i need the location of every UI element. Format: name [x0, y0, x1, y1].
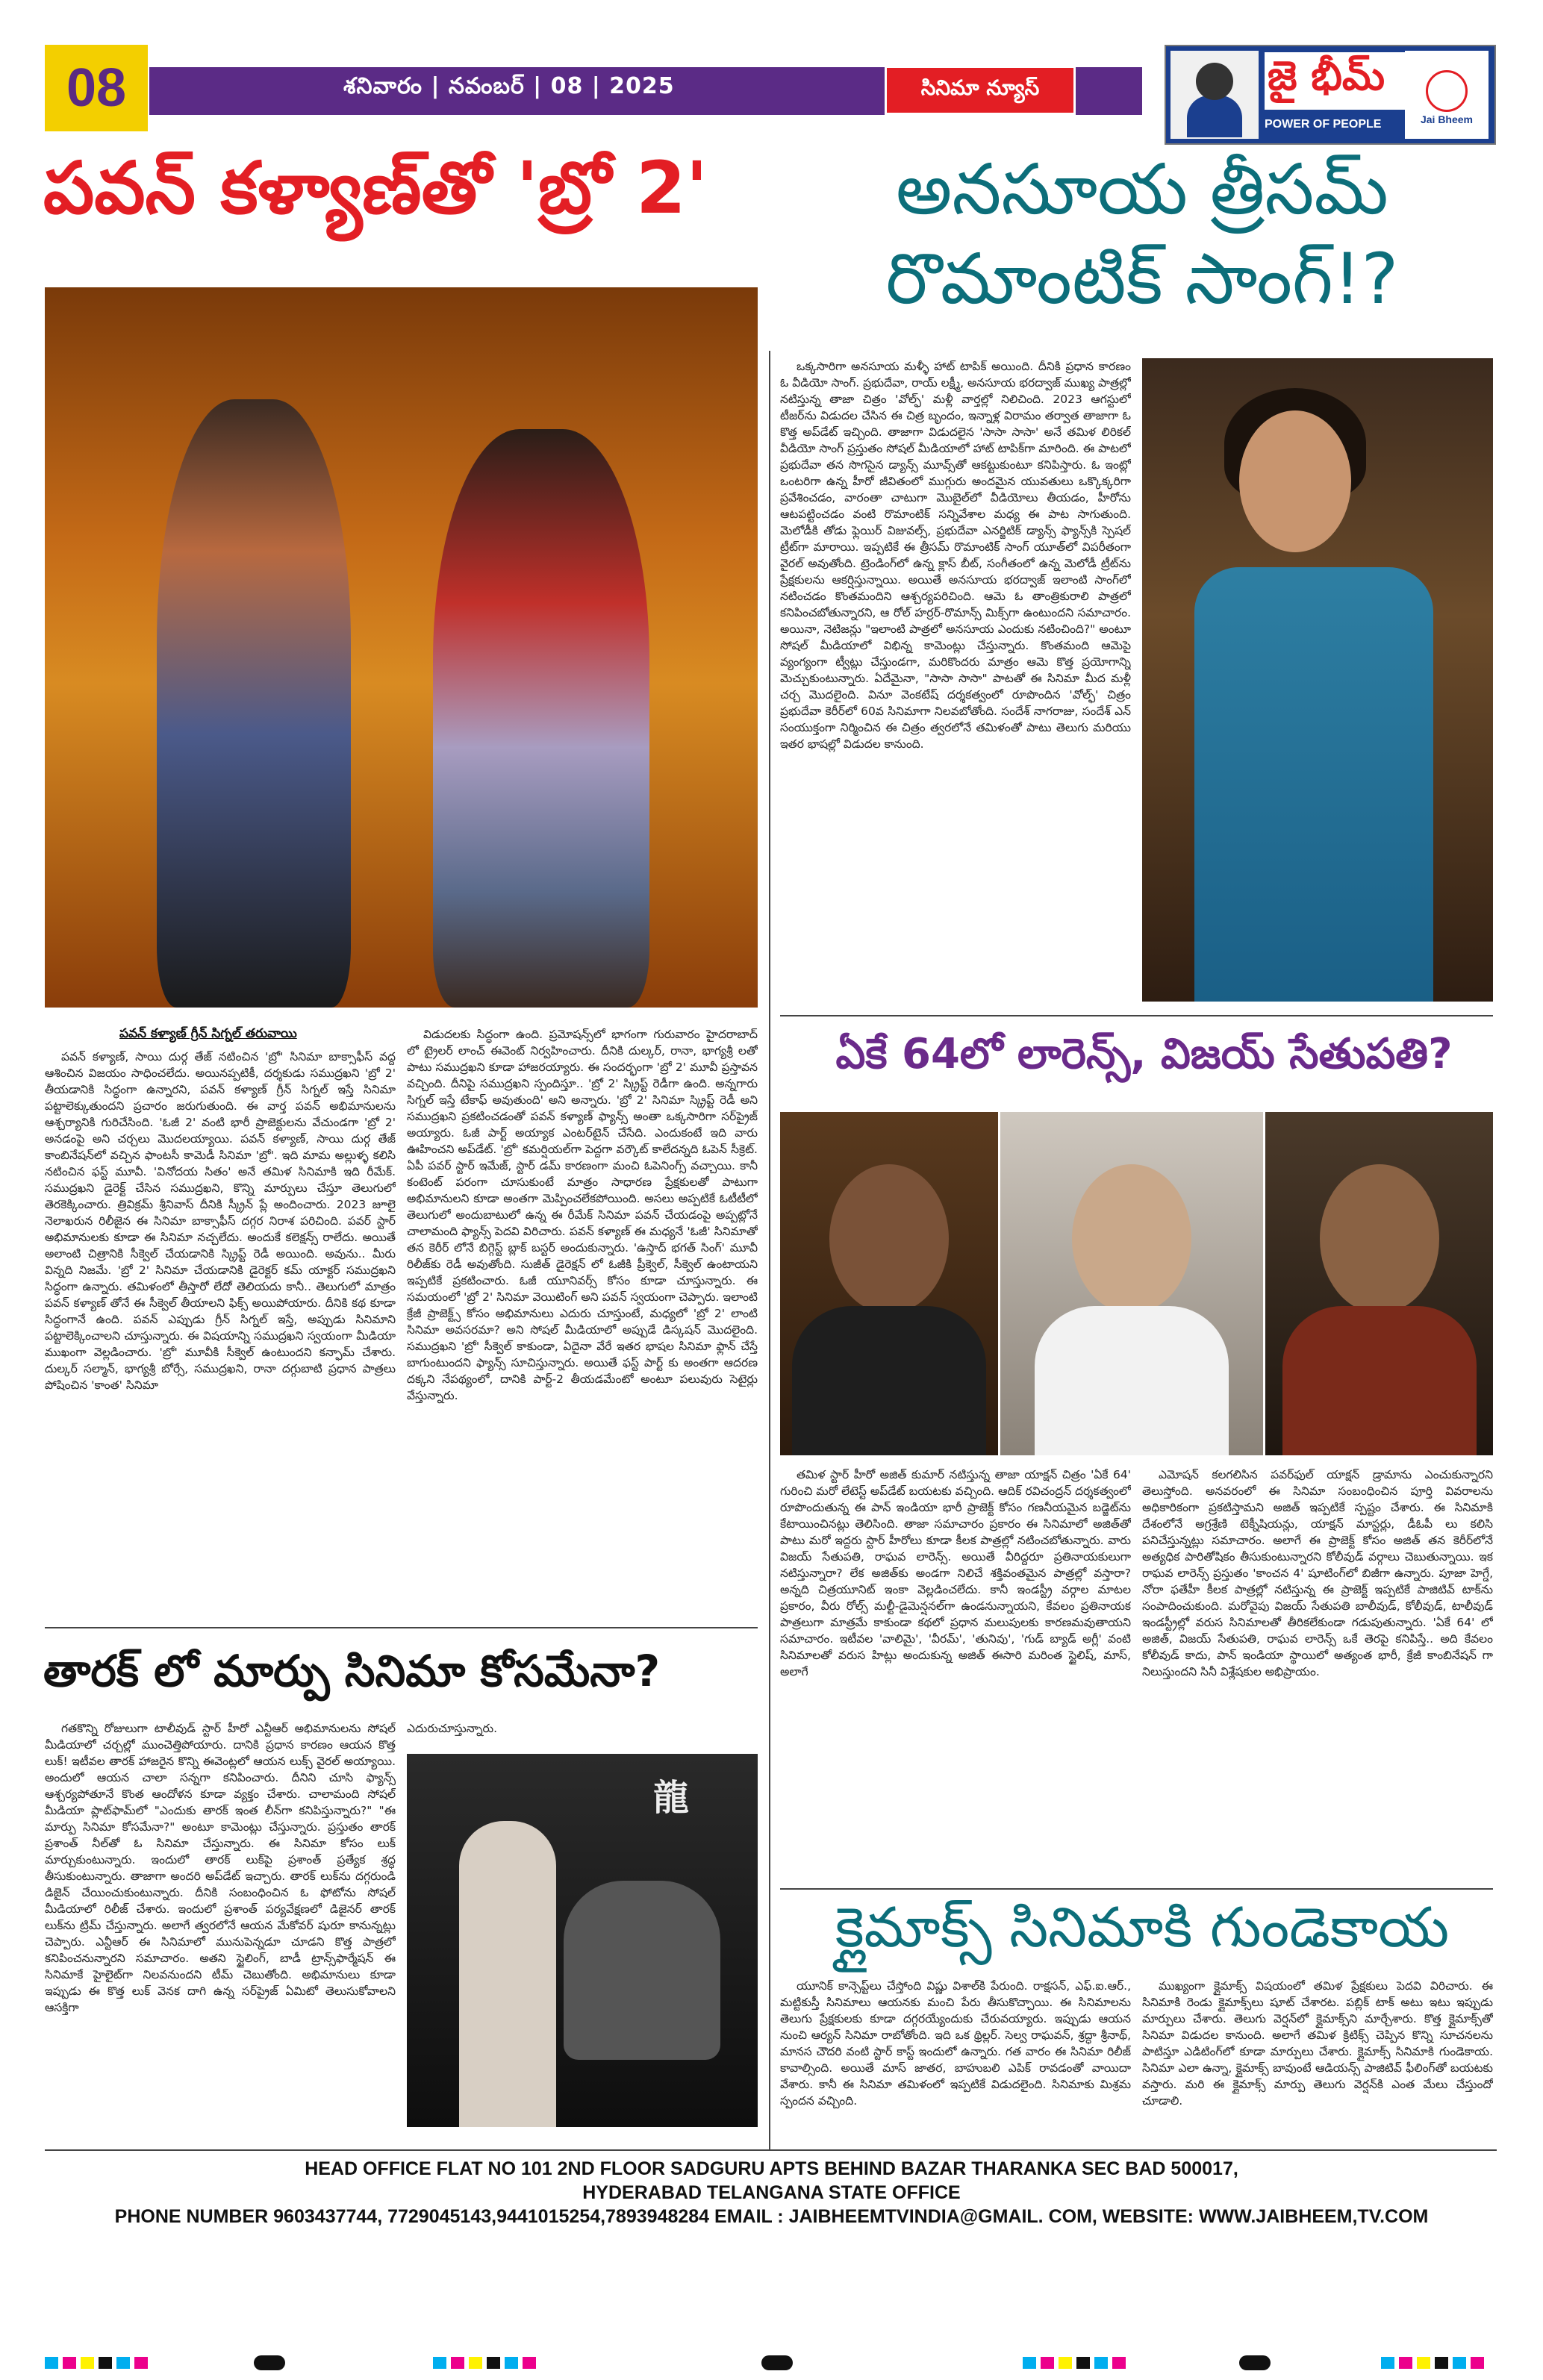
actor-figure-right [433, 429, 649, 1008]
masthead-logo [1165, 45, 1496, 145]
emblem-circle-icon [1426, 70, 1468, 112]
footer-address: HEAD OFFICE FLAT NO 101 2ND FLOOR SADGURU APTS BEHIND BAZAR THARANKA SEC BAD 500017, [305, 2158, 1238, 2179]
photo-person-seated [564, 1881, 720, 2060]
tarak-article-col2 [407, 1720, 758, 1750]
headline-tarak: తారక్ లో మార్పు సినిమా కోసమేనా? [43, 1646, 661, 1696]
article-text: గతకొన్ని రోజులుగా టాలీవుడ్ స్టార్ హీరో ఎన్టీఆర్ అభిమానులను సోషల్ మీడియాలో చర్చల్లో ముంచెత్తిపోయారు. దానికి ప్రధాన కారణం ఆయన కొత్త లుక్! ఇటీవల తారక్ హాజరైన కొన్ని ఈవెంట్లలో ఆయన లుక్స్ వైరల్ అయ్యాయి. అందులో ఆయన చాలా సన్నగా కనిపించారు. దీనిని చూసి ఫ్యాన్స్ ఆశ్చర్యపోతూనే కొంత ఆందోళన కూడా వ్యక్తం చేశారు. చాలామంది సోషల్ మీడియా ప్లాట్‌ఫామ్‌లో "ఎందుకు తారక్ ఇంత లీన్‌గా కనిపిస్తున్నారు?" "ఈ మార్పు సినిమా కోసమేనా?" అంటూ కామెంట్లు చేస్తున్నారు. ప్రస్తుతం తారక్ ప్రశాంత్ నీల్‌తో ఓ సినిమా చేస్తున్నారు. ఈ సినిమా కోసం లుక్ మార్చుకుంటున్నారు. ఇందులో తారక్ లుక్‌పై ప్రశాంత్ ప్రత్యేక శ్రద్ధ తీసుకుంటున్నారు. తాజాగా అందరి అప్‌డేట్ ఇచ్చారు. తారక్ లుక్‌ను దగ్గరుండి డిజైన్ చేయించుకుంటున్నారు. దీనికి సంబంధించిన ఓ ఫోటోను సోషల్ మీడియాలో రిలీజ్ చేశారు. ఇందులో ప్రశాంత్ పర్యవేక్షణలో డిజైనర్ తారక్ లుక్‌ను ట్రిమ్ చేస్తున్నారు. అలాగే త్వరలోనే ఆయన మేకోవర్ షురూ కానున్నట్లు చెప్పారు. ఎన్టీఆర్ ఈ సినిమాలో మునుపెన్నడూ చూడని కొత్త పాత్రలో కనిపించనున్నారని సమాచారం. అతని స్టైలింగ్, బాడీ ట్రాన్స్‌ఫార్మేషన్ ఈ సినిమాకే హైలైట్‌గా నిలవనుందని టీమ్ చెబుతోంది. అభిమానులు కూడా ఇప్పుడు ఈ కొత్త లుక్ వెనక దాగి ఉన్న సర్‌ప్రైజ్ ఏమిటో తెలుసుకోవాలని ఆసక్తిగా [45, 1722, 396, 2014]
logo-brand: జై భీమ్ [1265, 52, 1405, 110]
footer-state-office: HYDERABAD TELANGANA STATE OFFICE [582, 2182, 961, 2203]
actor-figure-left [157, 399, 351, 1008]
footer-divider [45, 2149, 1497, 2151]
headline-anasuya-line1: అనసూయ త్రీసమ్ [896, 149, 1388, 231]
photo-body-shape [1035, 1306, 1229, 1455]
bro2-article-col2 [407, 1026, 758, 1616]
anasuya-photo [1142, 358, 1493, 1002]
article-text: యూనిక్ కాన్సెప్ట్‌లు చేస్తోంది విష్ణు విశాల్‌కి పేరుంది. రాక్షసన్, ఎఫ్.ఐ.ఆర్., మట్టికుస్తీ సినిమాలు ఆయనకు మంచి పేరు తీసుకొచ్చాయి. ఈ సినిమాలను తెలుగు ప్రేక్షకులకు కూడా దగ్గరయ్యేందుకు చేరువయ్యారు. ఇప్పుడు ఆయన నుంచి ఆర్యన్ సినిమా రాబోతోంది. ఇది ఒక థ్రిల్లర్. సెల్వ రాఘవన్, శ్రద్ధా శ్రీనాథ్, మానస చౌదరి వంటి స్టార్ కాస్ట్ ఇందులో ఉన్నారు. గత వారం ఈ సినిమా రిలీజ్ కావాల్సింది. అయితే మాస్ జాతర, బాహుబలి ఎపిక్ రావడంతో వాయిదా వేశారు. కానీ ఈ సినిమా తమిళంలో ఇప్పటికే విడుదలైంది. సినిమాకు మిశ్రమ స్పందన వచ్చింది. [780, 1979, 1131, 2108]
section-tag: సినిమా న్యూస్ [885, 66, 1076, 115]
footer-contact: PHONE NUMBER 9603437744, 7729045143,9441015254,7893948284 EMAIL : JAIBHEEMTVINDIA@GMAIL. COM, WEBSITE: WWW.JAIBHEEM,TV.COM [114, 2206, 1429, 2227]
logo-side-label: Jai Bheem [1420, 113, 1474, 125]
ajith-photo [1000, 1112, 1263, 1455]
section-divider [45, 1627, 758, 1628]
photo-body-shape [792, 1306, 986, 1455]
section-divider [780, 1015, 1493, 1016]
lawrence-photo [780, 1112, 998, 1455]
registration-marks [1381, 2357, 1484, 2369]
registration-pill [1239, 2355, 1271, 2370]
article-text: ముఖ్యంగా క్లైమాక్స్ విషయంలో తమిళ ప్రేక్షకులు పెదవి విరిచారు. ఈ సినిమాకి రెండు క్లైమాక్స్‌లు షూట్ చేశారట. పబ్లిక్ టాక్ అటు ఇటు ఇప్పుడు మార్పులు చేశారు. తెలుగు వెర్షన్‌లో క్లైమాక్స్‌ని మార్చేశారు. కొత్త క్లైమాక్స్‌తో సినిమా విడుదల కానుంది. అలాగే తమిళ క్రిటిక్స్ చెప్పిన కొన్ని సూచనలను పాటిస్తూ ఎడిటింగ్‌లో కూడా మార్పులు చేశారు. క్లైమాక్స్ సినిమాకి గుండెకాయ. సినిమా ఎలా ఉన్నా, క్లైమాక్స్ బావుంటే ఆడియన్స్ పాజిటివ్ ఫీలింగ్‌తో బయటకు వస్తారు. మరి ఈ క్లైమాక్స్ మార్పు తెలుగు వెర్షన్‌కి ఎంత మేలు చేస్తుందో చూడాలి. [1142, 1979, 1493, 2108]
headline-anasuya-line2: రొమాంటిక్ సాంగ్!? [885, 239, 1399, 320]
article-text: విడుదలకు సిద్ధంగా ఉంది. ప్రమోషన్స్‌లో భాగంగా గురువారం హైదరాబాద్ లో ట్రైలర్ లాంచ్ ఈవెంట్ నిర్వహించారు. దీనికి దుల్కర్, రానా, భాగ్యశ్రీ లతో పాటు సముద్రఖని కూడా హాజరయ్యారు. ఈ సందర్భంగా 'బ్రో 2' మూవీ ప్రస్తావన వచ్చింది. దీనిపై సముద్రఖని స్పందిస్తూ.. 'బ్రో 2' స్క్రిప్ట్ రెడీగా ఉంది. అన్నగారు సిగ్నల్ ఇస్తే టేకాఫ్ అవుతుంది' అని అన్నారు. 'బ్రో 2' సినిమా స్క్రిప్ట్ రెడీ అని సముద్రఖని ప్రకటించడంతో పవన్ కళ్యాణ్ ఫ్యాన్స్ అంతా ఒక్కసారిగా సర్‌ప్రైజ్ అయ్యారు. ఓజీ పార్ట్ అయ్యాక ఎంటర్‌టైన్ చేసేది. ఎందుకంటే ఇది వారు ఊహించని అప్‌డేట్. 'బ్రో' కమర్షియల్‌గా పెద్దగా వర్కౌట్ కాలేదన్నది ఓపెన్ సీక్రెట్. ఏపీ పవర్ స్టార్ ఇమేజ్, స్టార్ డమ్ కారణంగా మంచి ఓపెనింగ్స్ వచ్చాయి. కానీ కంటెంట్ పరంగా చూసుకుంటే మాత్రం సాధారణ ప్రేక్షకులతో పాటుగా అభిమానులని కూడా అంతగా మెప్పించలేకపోయింది. అసలు అప్పటికే ఓటీటీలో తెలుగులో అందుబాటులో ఉన్న ఈ రీమేక్ సినిమా పవన్ చేయడంపై అప్పట్లోనే చాలామంది ఫ్యాన్స్ పెదవి విరిచారు. పవన్ కళ్యాణ్ ఈ మధ్యనే 'ఓజీ' సినిమాతో తన కెరీర్ లోనే బిగ్గెస్ట్ బ్లాక్ బస్టర్ అందుకున్నారు. 'ఉస్తాద్ భగత్ సింగ్' మూవీ రిలీజ్‌కు రెడీ అవుతోంది. సుజీత్ డైరెక్షన్ లో ఓజీకి ప్రీక్వెల్, సీక్వెల్ ఉంటాయని ఇప్పటికే ప్రకటించారు. ఓజీ యూనివర్స్ కోసం కూడా చూస్తున్నారు. ఈ సమయంలో 'బ్రో 2' సినిమా వెయిటింగ్ అని పవన్ స్వయంగా చెప్పారు. ఇలాంటి క్రేజీ ప్రాజెక్ట్స్ కోసం అభిమానులు ఎదురు చూస్తుంటే, మధ్యలో 'బ్రో 2' లాంటి సినిమా అవసరమా? అని సోషల్ మీడియాలో అప్పుడే డిస్కషన్ మొదలైంది. సముద్రఖని 'బ్రో' సీక్వెల్ కాకుండా, ఏదైనా వేరే ఇతర భాషల సినిమా ఫ్లాన్ చేస్తే బాగుంటుందని ఫ్యాన్స్ సూచిస్తున్నారు. అయితే ఫస్ట్ పార్ట్ కు అంతగా ఆదరణ దక్కని నేపథ్యంలో, దానికి పార్ట్-2 తీయడమేంటో అంటూ పలువురు సెటైర్లు వేస్తున్నారు. [407, 1028, 758, 1402]
photo-body-shape [1282, 1306, 1477, 1455]
tarak-article-col1 [45, 1720, 396, 2138]
headline-climax: క్లైమాక్స్ సినిమాకి గుండెకాయ [835, 1896, 1450, 1960]
footer [0, 2157, 1543, 2228]
dragon-glyph-icon: 龍 [653, 1777, 690, 1819]
article-text: ఎదురుచూస్తున్నారు. [407, 1722, 498, 1735]
article-text: పవన్ కళ్యాణ్, సాయి దుర్గ తేజ్ నటించిన 'బ్రో' సినిమా బాక్సాఫీస్ వద్ద ఆశించిన విజయం సాధించలేదు. అయినప్పటికీ, దర్శకుడు సముద్రఖని 'బ్రో 2' తీయడానికి సిద్ధంగా ఉన్నారని, పవన్ కళ్యాణ్ గ్రీన్ సిగ్నల్ ఇస్తే సినిమా పట్టాలెక్కుతుందని ప్రచారం జరుగుతుంది. ఈ వార్త పవన్ అభిమానులను ఆశ్చర్యానికి గురిచేసింది. 'ఓజీ 2' వంటి భారీ ప్రాజెక్టులను వేచుండగా 'బ్రో 2' అనడంపై అని చర్చలు మొదలయ్యాయి. పవన్ కళ్యాణ్, సాయి దుర్గ తేజ్ కాంబినేషన్‌లో వచ్చిన ఫాంటసీ కామెడీ సినిమా 'బ్రో'. ఇది మామ అల్లుళ్ళ కలిసి నటించిన ఫస్ట్ మూవీ. 'వినోదయ సితం' అనే తమిళ సినిమాకి ఇది రీమేక్. సముద్రఖని డైరెక్ట్ చేసిన సముద్రఖని, కొన్ని మార్పులు చేస్తూ తెలుగులో తెరకెక్కించారు. త్రివిక్రమ్ శ్రీనివాస్ దీనికి స్క్రీన్ ప్లే అందించారు. 2023 జూలై నెలాఖరున రిలీజైన ఈ సినిమా బాక్సాఫీస్ దగ్గర నిరాశ పరిచింది. పవర్ స్టార్ అభిమానులకు కూడా ఈ సినిమా నచ్చలేదు. అందుకే కలెక్షన్స్ రాలేదు. అయితే అలాంటి చిత్రానికి సీక్వెల్ చేయడానికి స్క్రిప్ట్ రెడీ అయింది. అవును.. మీరు విన్నది నిజమే. 'బ్రో 2' సినిమా చేయడానికి డైరెక్టర్ కమ్ యాక్టర్ సముద్రఖని సిద్ధంగా ఉన్నారు. తమిళంలో తీస్తారో లేదో తెలియదు కానీ.. తెలుగులో మాత్రం పవన్ కళ్యాణ్ తోనే ఈ సీక్వెల్ తీయాలని ఫిక్స్ అయిపోయారు. దీనికి కథ కూడా సిద్ధంగానే ఉంది. పవన్ ఎప్పుడు గ్రీన్ సిగ్నల్ ఇస్తే, అప్పుడు సినిమాని పట్టాలెక్కించాలని చూస్తున్నారు. ఈ విషయాన్ని సముద్రఖని స్వయంగా మీడియా ముఖంగా వెల్లడించారు. 'బ్రో' మూవీకి సీక్వెల్ ఉంటుందని కన్ఫామ్ చేశారు. దుల్కర్ సల్మాన్, భాగ్యశ్రీ బోర్సే, సముద్రఖని, రానా దగ్గుబాటి ప్రధాన పాత్రలు పోషించిన 'కాంత' సినిమా [45, 1050, 396, 1392]
photo-person-standing [459, 1821, 556, 2127]
article-text: ఎమోషన్ కలగలిసిన పవర్‌ఫుల్ యాక్షన్ డ్రామాను ఎంచుకున్నారని తెలుస్తోంది. అనవరంలో ఈ సినిమా సంబంధించిన పూర్తి వివరాలను అధికారికంగా ప్రకటిస్తామని అజిత్ ఇప్పటికే స్పష్టం చేశారు. ఈ సినిమాకి దేశంలోనే అగ్రశ్రేణి టెక్నీషియన్లు, యాక్షన్ మాస్టర్లు, డీఓపీ లు కలిసి పనిచేస్తున్నట్లు సమాచారం. అలాగే ఈ ప్రాజెక్ట్ కోసం అజిత్ తన కెరీర్‌లోనే అత్యధిక పారితోషికం తీసుకుంటున్నారని కోలీవుడ్ వర్గాలు చెబుతున్నాయి. ఇక రాఘవ లారెన్స్ ప్రస్తుతం 'కాంచన 4' షూటింగ్‌లో బిజీగా ఉన్నారు. పూజా హెగ్డే, నోరా ఫతేహీ కీలక పాత్రల్లో నటిస్తున్న ఈ ప్రాజెక్ట్ ఇప్పటికే పాజిటివ్ టాక్‌ను సంపాదించుకుంది. మరోవైపు విజయ్ సేతుపతి బాలీవుడ్, కోలీవుడ్, టాలీవుడ్ ఇండస్ట్రీల్లో వరుస సినిమాలతో తీరికలేకుండా గడుపుతున్నారు. 'ఏకే 64' లో అజిత్, విజయ్ సేతుపతి, రాఘవ లారెన్స్ ఒకే తెరపై కనిపిస్తే.. అది కేవలం కోలీవుడ్ కాదు, పాన్ ఇండియా స్థాయిలో అత్యంత భారీ, క్రేజీ కాంబినేషన్ గా నిలుస్తుందని సినీ విశ్లేషకుల అభిప్రాయం. [1142, 1468, 1493, 1678]
ambedkar-portrait-icon [1171, 51, 1259, 139]
photo-face-shape [829, 1164, 949, 1314]
photo-face-shape [1239, 410, 1351, 552]
section-divider [780, 1888, 1493, 1890]
issue-date: శనివారం | నవంబర్ | 08 | 2025 [343, 73, 675, 99]
registration-marks [1023, 2357, 1126, 2369]
article-text: ఒక్కసారిగా అనసూయ మళ్ళీ హాట్ టాపిక్ అయింది. దీనికి ప్రధాన కారణం ఓ వీడియో సాంగ్. ప్రభుదేవా, రాయ్ లక్ష్మీ, అనసూయ భరద్వాజ్ ముఖ్య పాత్రల్లో నటిస్తున్న తాజా చిత్రం 'వోల్ఫ్' మళ్లీ వార్తల్లో నిలిచింది. 2023 ఆగస్టులో టీజర్‌ను విడుదల చేసిన ఈ చిత్ర బృందం, ఇన్నాళ్ల విరామం తర్వాత తాజాగా ఓ కొత్త అప్‌డేట్ ఇచ్చింది. తాజాగా విడుదలైన 'సాసా సాసా' అనే తమిళ లిరికల్ వీడియో సాంగ్ ప్రస్తుతం సోషల్ మీడియాలో హాట్ టాపిక్‌గా మారింది. ఈ పాటలో ప్రభుదేవా తన సొగసైన డ్యాన్స్ మూవ్స్‌తో ఆకట్టుకుంటూ కనిపిస్తారు. ఓ ఇంట్లో ఒంటరిగా ఉన్న హీరో జీవితంలో ముగ్గురు అందమైన యువతులు ఒక్కొక్కరిగా ప్రవేశించడం, వారంతా చాటుగా మొబైల్‌లో వీడియోలు తీయడం, హీరోను ఆటపట్టించడం వంటి రొమాంటిక్ సన్నివేశాల మధ్య ఈ పాట సాగుతుంది. మెలోడీకి తోడు ఫ్లెయిర్ విజువల్స్, ప్రభుదేవా ఎనర్జిటిక్ డ్యాన్స్ ఫ్యాన్స్‌కి స్పెషల్ ట్రీట్‌గా మారాయి. ఇప్పటికే ఈ త్రీసమ్ రొమాంటిక్ సాంగ్ యూత్‌లో విపరీతంగా వైరల్ అవుతోంది. ట్రెండింగ్‌లో ఉన్న క్లాస్ బీట్, సంగీతంలో ఉన్న మెలోడీ ట్రీట్‌ను ప్రేక్షకులను ఆకర్షిస్తున్నాయి. అయితే అనసూయ భరద్వాజ్ ఇలాంటి సాంగ్‌లో నటించడం కొంతమందిని ఆశ్చర్యపరిచింది. ఆమె ఓ తాంత్రికురాలి పాత్రలో కనిపించబోతున్నారని, ఆ రోల్ హర్రర్‌-రొమాన్స్ మిక్స్‌గా ఉంటుందని సమాచారం. అయినా, నెటిజన్లు "ఇలాంటి పాత్రలో అనసూయ ఎందుకు నటించింది?" అంటూ సోషల్ మీడియాలో విభిన్న కామెంట్లు చేస్తున్నారు. కొంతమంది ఆమెపై వ్యంగ్యంగా ట్వీట్లు చేస్తుండగా, మరికొందరు మాత్రం ఆమె కొత్త ప్రయోగాన్ని మెచ్చుకుంటున్నారు. ఏదేమైనా, "సాసా సాసా" పాటతో ఈ సినిమా మీద మళ్లీ చర్చ మొదలైంది. వినూ వెంకటేష్ దర్శకత్వంలో రూపొందిన 'వోల్ఫ్' చిత్రం ప్రభుదేవా కెరీర్‌లో 60వ సినిమాగా నిలవబోతోంది. సందేశ్ నాగరాజు, సందేశ్ ఎన్ సంయుక్తంగా నిర్మించిన ఈ చిత్రం త్వరలోనే తమిళంతో పాటు తెలుగు మరియు ఇతర భాషల్లో విడుదల కానుంది. [780, 360, 1131, 751]
ak64-article-col1 [780, 1467, 1131, 1884]
bro2-subhead: పవన్ కళ్యాణ్ గ్రీన్ సిగ్నల్ తరువాయి [119, 1026, 297, 1041]
registration-marks [433, 2357, 536, 2369]
vijay-sethupathi-photo [1265, 1112, 1493, 1455]
logo-emblem [1405, 51, 1489, 139]
anasuya-article [780, 358, 1131, 1008]
photo-dress-shape [1194, 567, 1433, 1002]
headline-bro2: పవన్ కళ్యాణ్‌తో 'బ్రో 2' [43, 146, 708, 230]
registration-marks [45, 2357, 148, 2369]
logo-tagline: POWER OF PEOPLE [1265, 118, 1382, 131]
tarak-photo [407, 1754, 758, 2127]
bro-movie-photo [45, 287, 758, 1008]
photo-face-shape [1072, 1164, 1191, 1314]
ak64-article-col2 [1142, 1467, 1493, 1884]
headline-ak64: ఏకే 64లో లారెన్స్, విజయ్ సేతుపతి? [835, 1030, 1453, 1078]
page-number: 08 [45, 45, 148, 131]
climax-article-col1 [780, 1978, 1131, 2142]
article-text: తమిళ స్టార్ హీరో అజిత్ కుమార్ నటిస్తున్న తాజా యాక్షన్ చిత్రం 'ఏకే 64' గురించి మరో లేటెస్ట్ అప్‌డేట్ బయటకు వచ్చింది. ఆదిక్ రవిచంద్రన్ దర్శకత్వంలో రూపొందుతున్న ఈ పాన్ ఇండియా భారీ ప్రాజెక్ట్ కోసం గణనీయమైన బడ్జెట్‌ను కేటాయించినట్లు తెలిసింది. తాజా సమాచారం ప్రకారం ఈ సినిమాలో అజిత్‌తో పాటు మరో ఇద్దరు స్టార్ హీరోలు కూడా కీలక పాత్రల్లో నటించబోతున్నారు. వారు విజయ్ సేతుపతి, రాఘవ లారెన్స్. అయితే వీరిద్దరూ ప్రతినాయకులుగా నటిస్తున్నారా? లేక అజిత్‌కు అండగా నిలిచే శక్తివంతమైన పాత్రల్లో వస్తారా? అన్నది చిత్రయూనిట్ ఇంకా వెల్లడించలేదు. కానీ ఇండస్ట్రీ వర్గాల మాటల ప్రకారం, వీరు రోల్స్ మల్టీ-డైమెన్షనల్‌గా ఉండనున్నాయని, కేవలం ప్రతినాయక పాత్రలుగా మాత్రమే కాకుండా కథలో ప్రధాన మలుపులకు కారణమవుతాయని సమాచారం. ఇటీవల 'వాలిమై', 'వీరమ్', 'తునివు', 'గుడ్ బ్యాడ్ అగ్లీ' వంటి సినిమాలతో వరుస హిట్లు అందుకున్న అజిత్ ఈసారి మరింత స్టైలిష్, మాస్, అలాగే [780, 1468, 1131, 1678]
column-divider [769, 351, 770, 2149]
registration-pill [254, 2355, 285, 2370]
bro2-article-col1 [45, 1049, 396, 1616]
photo-face-shape [1320, 1164, 1439, 1314]
climax-article-col2 [1142, 1978, 1493, 2142]
registration-pill [761, 2355, 793, 2370]
